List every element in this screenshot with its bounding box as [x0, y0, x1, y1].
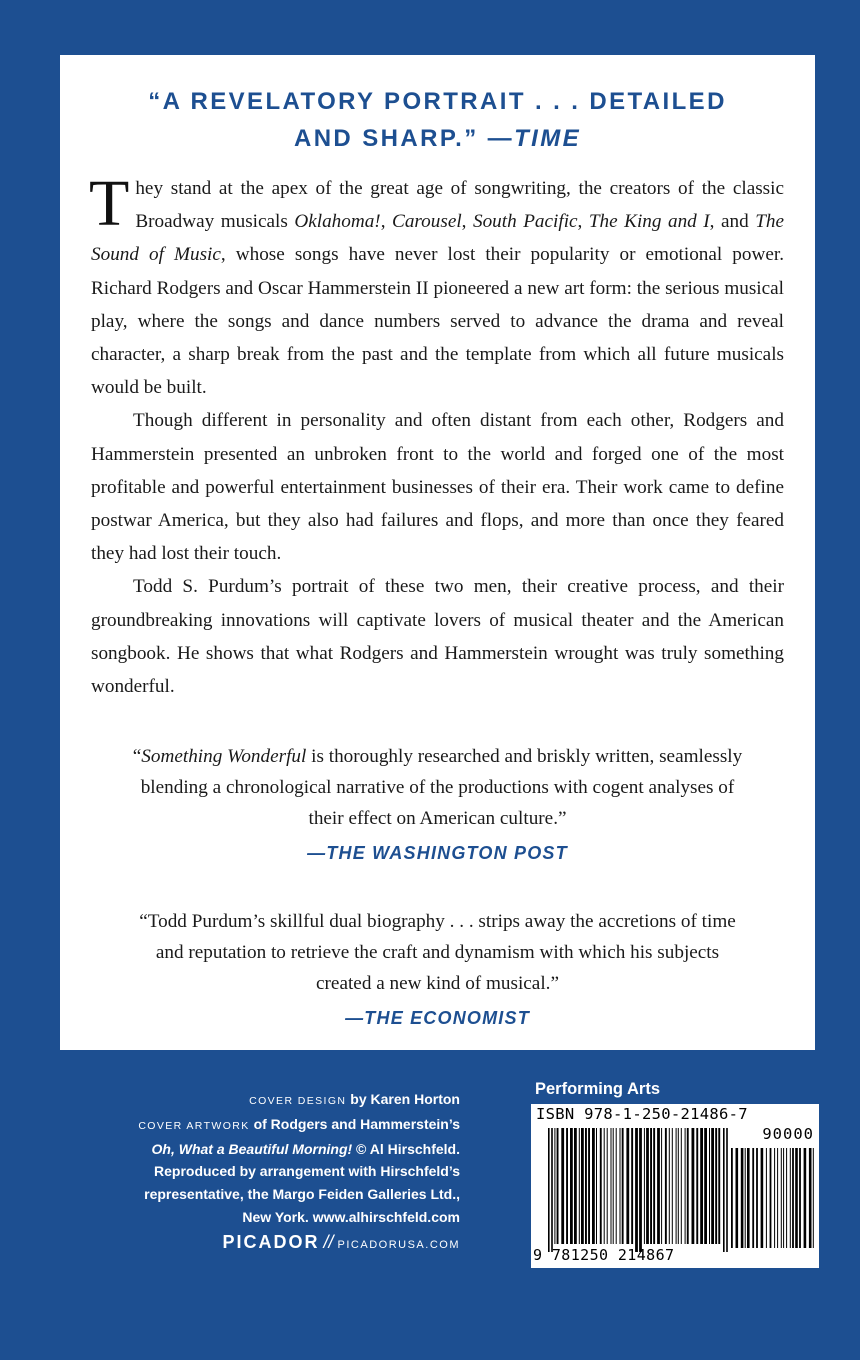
barcode-bar — [566, 1128, 568, 1244]
barcode-bar — [681, 1128, 682, 1244]
category-label: Performing Arts — [535, 1080, 660, 1098]
barcode-bar — [736, 1148, 739, 1248]
barcode-bar — [570, 1128, 573, 1244]
barcode-bar — [783, 1148, 784, 1248]
barcode-bar — [657, 1128, 660, 1244]
drop-cap: T — [89, 167, 130, 240]
barcode-bar — [646, 1128, 649, 1244]
barcode-bar — [685, 1128, 686, 1244]
publisher-imprint — [223, 1232, 461, 1253]
barcode-bar — [551, 1128, 553, 1252]
barcode-bar — [607, 1128, 608, 1244]
barcode-bar — [665, 1128, 667, 1244]
cover-artwork-credit: COVER ARTWORK of Rodgers and Hammerstein’s — [138, 1115, 460, 1132]
book-title: Something Wonderful — [141, 746, 307, 768]
barcode-bar — [792, 1148, 794, 1248]
barcode-bar — [777, 1148, 778, 1248]
quote-line: created a new kind of musical.” — [316, 973, 559, 995]
cover-design-credit: COVER DESIGN by Karen Horton — [249, 1091, 460, 1107]
publisher-name: PICADOR — [222, 1232, 320, 1252]
barcode-bar — [613, 1128, 614, 1244]
headline-line-1: “A REVELATORY PORTRAIT . . . DETAILED — [148, 88, 727, 115]
barcode-bar — [554, 1128, 555, 1244]
barcode-bar — [661, 1128, 662, 1244]
musical-title: Oklahoma! — [294, 211, 381, 233]
quote-line: their effect on American culture.” — [308, 808, 567, 830]
barcode-bar — [650, 1128, 652, 1244]
quote-line: blending a chronological narrative of the productions with cogent analyses of — [140, 777, 735, 799]
barcode-bar — [741, 1148, 744, 1248]
barcode-bar — [635, 1128, 638, 1252]
musical-title: The Sound of Music — [91, 211, 784, 266]
barcode-bar — [678, 1128, 679, 1244]
barcode-bar — [747, 1148, 750, 1248]
barcode-bar — [581, 1128, 584, 1244]
quote-line: and reputation to retrieve the craft and dynamism with which his subjects — [155, 942, 720, 964]
barcode-bar — [692, 1128, 695, 1244]
barcode-bar — [770, 1148, 772, 1248]
barcode-bar — [809, 1148, 812, 1248]
description-paragraph-3: Todd S. Purdum’s portrait of these two men, their creative process, and their groundbreaking innovations will captivate lovers of musical theater and the American songbook. He shows that what Rodgers and Hammerstein wrought was truly something wonderful. — [91, 576, 784, 698]
quote-line: “Todd Purdum’s skillful dual biography . . . strips away the accretions of time — [139, 911, 736, 933]
publisher-url: PICADORUSA.COM — [337, 1239, 460, 1251]
barcode-bar — [557, 1128, 559, 1244]
cover-credits — [40, 1088, 460, 1229]
musical-title: The King and I — [588, 211, 710, 233]
barcode-bar — [790, 1148, 791, 1248]
barcode-bar — [644, 1128, 645, 1244]
barcode-bar — [756, 1148, 758, 1248]
barcode-bar — [687, 1128, 689, 1244]
barcode-bar — [561, 1128, 564, 1244]
barcode-bar — [626, 1128, 629, 1244]
credit-line: Reproduced by arrangement with Hirschfeld’s — [154, 1163, 460, 1180]
headline-line-2 — [91, 120, 784, 157]
barcode-bar — [639, 1128, 642, 1252]
barcode-bar — [795, 1148, 798, 1248]
barcode-bar — [696, 1128, 698, 1244]
barcode-box — [531, 1104, 819, 1268]
review-quote-washington-post — [91, 741, 784, 868]
barcode-bar — [622, 1128, 624, 1244]
musical-title: South Pacific — [472, 211, 578, 233]
isbn-text: ISBN 978-1-250-21486-7 — [536, 1105, 748, 1123]
barcode-bar — [588, 1128, 590, 1244]
price-code: 90000 — [762, 1125, 814, 1143]
barcode-bar — [604, 1128, 605, 1244]
barcode-bar — [669, 1128, 670, 1244]
barcode-bar — [596, 1128, 597, 1244]
barcode-bar — [676, 1128, 677, 1244]
barcode-bar — [718, 1128, 720, 1244]
barcode-bar — [700, 1128, 703, 1244]
barcode-bar — [574, 1128, 577, 1244]
barcode-bar — [704, 1128, 707, 1244]
artwork-title-line: Oh, What a Beautiful Morning! © Al Hirschfeld. — [151, 1140, 460, 1157]
description-paragraph-2: Though different in personality and often distant from each other, Rodgers and Hammerstein presented an unbroken front to the world and forged one of the most profitable and powerful entertainment businesses of their era. Their work came to define postwar America, but they also had failures and flops, and more than once they feared they had lost their touch. — [91, 410, 784, 565]
headline-source: TIME — [514, 125, 582, 152]
barcode-bar — [653, 1128, 655, 1244]
headline-line-2-text: AND SHARP.” — — [293, 125, 515, 152]
barcode-bar — [672, 1128, 673, 1244]
barcode-bar — [745, 1148, 746, 1248]
credit-line: representative, the Margo Feiden Galleries Ltd., — [144, 1186, 460, 1203]
book-description — [89, 167, 784, 703]
barcode-bar — [781, 1148, 782, 1248]
description-paragraph-1: They stand at the apex of the great age of songwriting, the creators of the classic Broadway musicals Oklahoma!, Carousel, South Pacific, The King and I, and The Sound of Music, whose songs have never lost their popularity or emotional power. Richard Rodgers and Oscar Hammerstein II pioneered a new art form: the serious musical play, where the songs and dance numbers served to advance the drama and reveal character, a sharp break from the past and the template from which all future musicals would be built. — [89, 167, 784, 399]
barcode-bar — [799, 1148, 801, 1248]
quote-line: “Something Wonderful is thoroughly researched and briskly written, seamlessly — [132, 746, 743, 768]
quote-attribution: —THE ECONOMIST — [345, 1008, 530, 1029]
barcode-bar — [548, 1128, 550, 1252]
barcode-bar — [715, 1128, 717, 1244]
barcode-bar — [774, 1148, 775, 1248]
ean-digits: 9 781250 214867 — [533, 1246, 675, 1264]
barcode-bar — [786, 1148, 787, 1248]
barcode-bar — [600, 1128, 602, 1244]
barcode-bar — [804, 1148, 807, 1248]
barcode-bar — [631, 1128, 633, 1244]
barcode-bar — [726, 1128, 728, 1252]
credit-line: New York. www.alhirschfeld.com — [242, 1208, 460, 1225]
barcode-bar — [709, 1128, 710, 1244]
barcode-bar — [620, 1128, 621, 1244]
barcode-bar — [731, 1148, 733, 1248]
headline-quote — [91, 83, 784, 157]
quote-attribution: —THE WASHINGTON POST — [307, 843, 568, 864]
barcode-bar — [723, 1128, 725, 1252]
musical-title: Carousel — [392, 211, 462, 233]
description-panel — [60, 55, 815, 1050]
barcode-bar — [766, 1148, 767, 1248]
barcode-bar — [579, 1128, 580, 1244]
review-quote-economist — [91, 906, 784, 1033]
barcode-bar — [813, 1148, 814, 1248]
barcode-bar — [711, 1128, 714, 1244]
barcode-bar — [752, 1148, 754, 1248]
barcode-bar — [761, 1148, 764, 1248]
barcode-bar — [611, 1128, 612, 1244]
barcode-bar — [592, 1128, 595, 1244]
publisher-separator: // — [323, 1232, 334, 1252]
barcode-bar — [585, 1128, 587, 1244]
barcode-bar — [616, 1128, 617, 1244]
